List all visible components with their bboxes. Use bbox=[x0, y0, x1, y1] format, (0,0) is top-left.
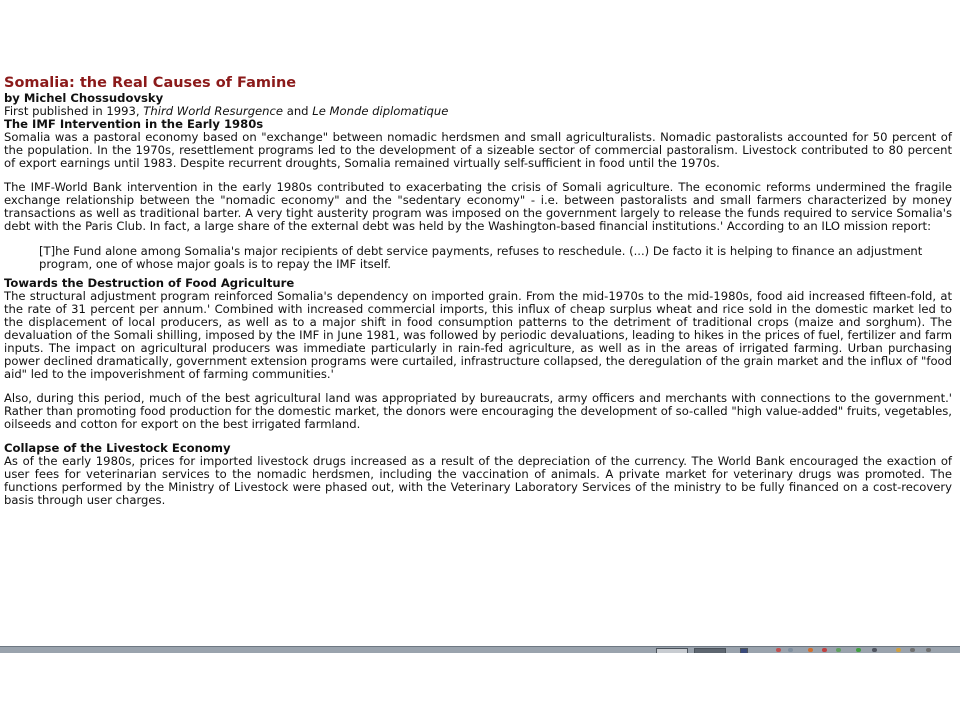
tray-icon[interactable] bbox=[896, 648, 901, 652]
section-heading-imf: The IMF Intervention in the Early 1980s bbox=[4, 117, 264, 131]
tray-icon[interactable] bbox=[926, 648, 931, 652]
article-body bbox=[4, 74, 952, 518]
paragraph-imf-1: Somalia was a pastoral economy based on "exchange" between nomadic herdsmen and small agriculturalists. Nomadic pastoralists accounted for 50 percent of the population. In the 1970s, resettlement programs led to the development of a sizeable sector of commercial pastoralism. Livestock contributed to 80 percent of export earnings until 1983. Despite recurrent droughts, Somalia remained virtually self-sufficient in food until the 1970s. bbox=[4, 130, 952, 170]
tray-icon[interactable] bbox=[788, 648, 793, 652]
paragraph-food-1: The structural adjustment program reinforced Somalia's dependency on imported grain. From the mid-1970s to the mid-1980s, food aid increased fifteen-fold, at the rate of 31 percent per annum.' Combined with increased commercial imports, this influx of cheap surplus wheat and rice sold in the domestic market led to the displacement of local producers, as well as to a major shift in food consumption patterns to the detriment of traditional crops (maize and sorghum). The devaluation of the Somali shilling, imposed by the IMF in June 1981, was followed by periodic devaluations, leading to hikes in the prices of fuel, fertilizer and farm inputs. The impact on agricultural producers was immediate particularly in rain-fed agriculture, as well as in the areas of irrigated farming. Urban purchasing power declined dramatically, government extension programs were curtailed, infrastructure collapsed, the deregulation of the grain market and the influx of "food aid" led to the impoverishment of farming communities.' bbox=[4, 289, 952, 381]
section-heading-livestock: Collapse of the Livestock Economy bbox=[4, 441, 231, 455]
tray-icon[interactable] bbox=[836, 648, 841, 652]
article-title: Somalia: the Real Causes of Famine bbox=[4, 75, 297, 91]
tray-icon[interactable] bbox=[822, 648, 827, 652]
tray-icon[interactable] bbox=[872, 648, 877, 652]
taskbar bbox=[0, 646, 960, 653]
paragraph-food-2: Also, during this period, much of the best agricultural land was appropriated by bureaucrats, army officers and merchants with connections to the government.' Rather than promoting food production for the domestic market, the donors were encouraging the development of so-called "high value-added" fruits, vegetables, oilseeds and cotton for export on the best irrigated farmland. bbox=[4, 391, 952, 431]
ilo-quote: [T]he Fund alone among Somalia's major recipients of debt service payments, refuses to reschedule. (...) De facto it is helping to finance an adjustment program, one of whose major goals is to repay the IMF itself. bbox=[39, 244, 923, 271]
paragraph-livestock-1: As of the early 1980s, prices for imported livestock drugs increased as a result of the depreciation of the currency. The World Bank encouraged the exaction of user fees for veterinarian services to the nomadic herdsmen, including the vaccination of animals. A private market for veterinary drugs was promoted. The functions performed by the Ministry of Livestock were phased out, with the Veterinary Laboratory Services of the ministry to be fully financed on a cost-recovery basis through user charges. bbox=[4, 454, 952, 507]
article-byline: by Michel Chossudovsky bbox=[4, 91, 164, 105]
tray-icon[interactable] bbox=[856, 648, 861, 652]
tray-icon[interactable] bbox=[776, 648, 781, 652]
tray-icon[interactable] bbox=[808, 648, 813, 652]
publication-source-1: Third World Resurgence bbox=[143, 104, 284, 118]
publication-and: and bbox=[283, 104, 313, 118]
publication-source-2: Le Monde diplomatique bbox=[312, 104, 449, 118]
tray-icon[interactable] bbox=[910, 648, 915, 652]
publication-prefix: First published in 1993, bbox=[4, 104, 144, 118]
paragraph-imf-2: The IMF-World Bank intervention in the early 1980s contributed to exacerbating the crisis of Somali agriculture. The economic reforms undermined the fragile exchange relationship between the "nomadic economy" and the "sedentary economy" - i.e. between pastoralists and small farmers characterized by money transactions as well as traditional barter. A very tight austerity program was imposed on the government largely to release the funds required to service Somalia's debt with the Paris Club. In fact, a large share of the external debt was held by the Washington-based financial institutions.' According to an ILO mission report: bbox=[4, 180, 952, 233]
section-heading-food-agriculture: Towards the Destruction of Food Agriculture bbox=[4, 276, 295, 290]
blank-area bbox=[0, 653, 960, 720]
